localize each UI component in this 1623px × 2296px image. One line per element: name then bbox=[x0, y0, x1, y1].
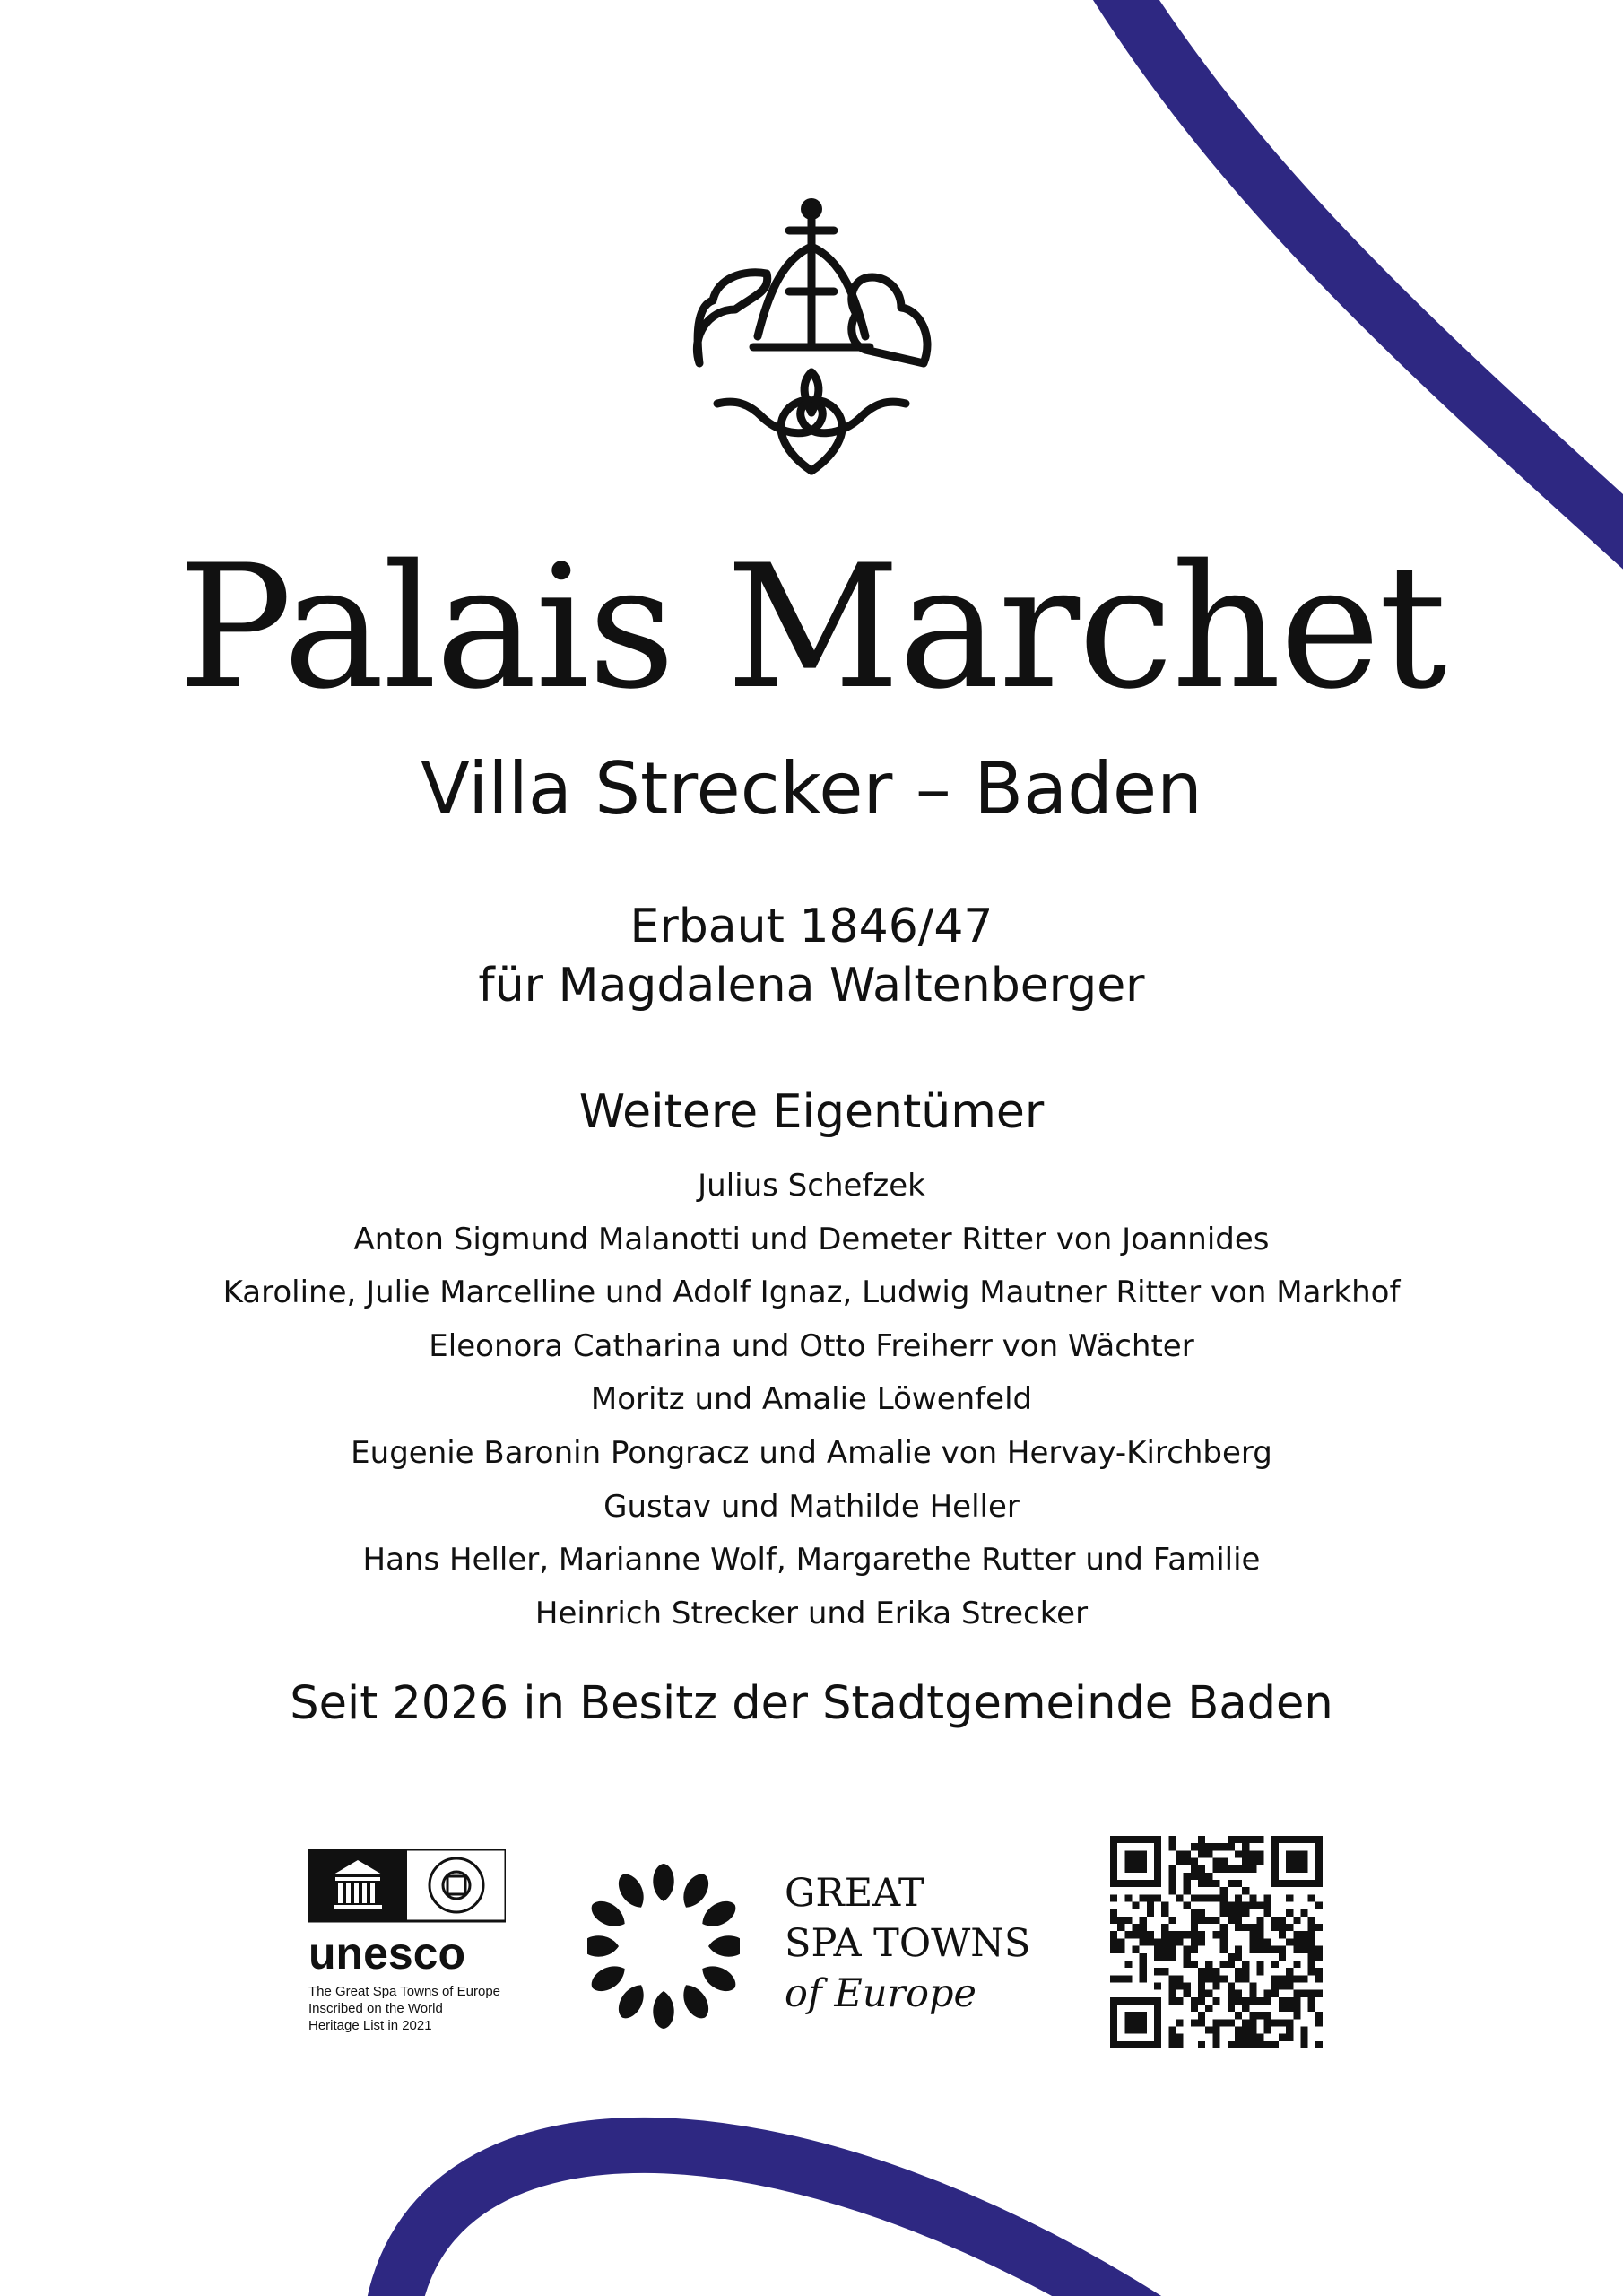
owner-item: Hans Heller, Marianne Wolf, Margarethe Rutter und Familie bbox=[362, 1542, 1261, 1578]
owner-item: Anton Sigmund Malanotti und Demeter Ritter von Joannides bbox=[353, 1221, 1270, 1257]
owner-item: Karoline, Julie Marcelline und Adolf Ignaz, Ludwig Mautner Ritter von Markhof bbox=[222, 1274, 1401, 1311]
unesco-caption-line: The Great Spa Towns of Europe bbox=[308, 1984, 501, 1999]
petal-icon bbox=[697, 1960, 740, 1996]
petal-icon bbox=[613, 1979, 650, 2022]
petal-icon bbox=[587, 1896, 630, 1933]
spa-line-2: SPA TOWNS bbox=[785, 1921, 1031, 1966]
top-right-ribbon bbox=[1115, 0, 1623, 556]
owners-heading: Weitere Eigentümer bbox=[578, 1085, 1045, 1139]
qr-code[interactable] bbox=[1110, 1836, 1323, 2048]
petal-icon bbox=[613, 1869, 650, 1912]
great-spa-towns-wordmark bbox=[785, 1868, 1030, 2019]
petal-icon bbox=[653, 1991, 673, 2029]
unesco-caption-line: Inscribed on the World bbox=[308, 2001, 443, 2016]
petal-icon bbox=[677, 1869, 714, 1912]
owner-item: Gustav und Mathilde Heller bbox=[603, 1488, 1020, 1525]
spa-line-3: of Europe bbox=[785, 1971, 976, 2016]
spa-line-1: GREAT bbox=[785, 1871, 924, 1916]
owners-list bbox=[0, 1160, 1623, 1640]
unesco-caption-line: Heritage List in 2021 bbox=[308, 2018, 432, 2033]
owner-item: Julius Schefzek bbox=[698, 1168, 925, 1204]
emblem-icon bbox=[673, 193, 950, 489]
owner-item: Eugenie Baronin Pongracz und Amalie von Hervay-Kirchberg bbox=[351, 1434, 1272, 1471]
flower-icon bbox=[587, 1861, 740, 2031]
built-for: für Magdalena Waltenberger bbox=[478, 959, 1145, 1013]
owner-item: Heinrich Strecker und Erika Strecker bbox=[534, 1595, 1089, 1631]
petal-icon bbox=[653, 1864, 673, 1901]
petal-icon bbox=[708, 1935, 740, 1956]
page-title: Palais Marchet bbox=[178, 528, 1445, 726]
page-subtitle: Villa Strecker – Baden bbox=[421, 747, 1202, 831]
bottom-ribbon bbox=[390, 2145, 1166, 2296]
owner-item: Eleonora Catharina und Otto Freiherr von Wächter bbox=[429, 1327, 1194, 1364]
petal-icon bbox=[587, 1960, 630, 1996]
unesco-wordmark: unesco bbox=[308, 1928, 466, 1979]
great-spa-towns-logo bbox=[587, 1861, 1054, 2031]
petal-icon bbox=[697, 1896, 740, 1933]
petal-icon bbox=[587, 1935, 619, 1956]
owner-item: Moritz und Amalie Löwenfeld bbox=[590, 1381, 1033, 1418]
world-heritage-icon bbox=[430, 1858, 483, 1912]
ownership-note: Seit 2026 in Besitz der Stadtgemeinde Baden bbox=[290, 1677, 1333, 1730]
unesco-logo bbox=[308, 1849, 506, 2042]
built-year: Erbaut 1846/47 bbox=[629, 900, 994, 953]
petal-icon bbox=[677, 1979, 714, 2022]
